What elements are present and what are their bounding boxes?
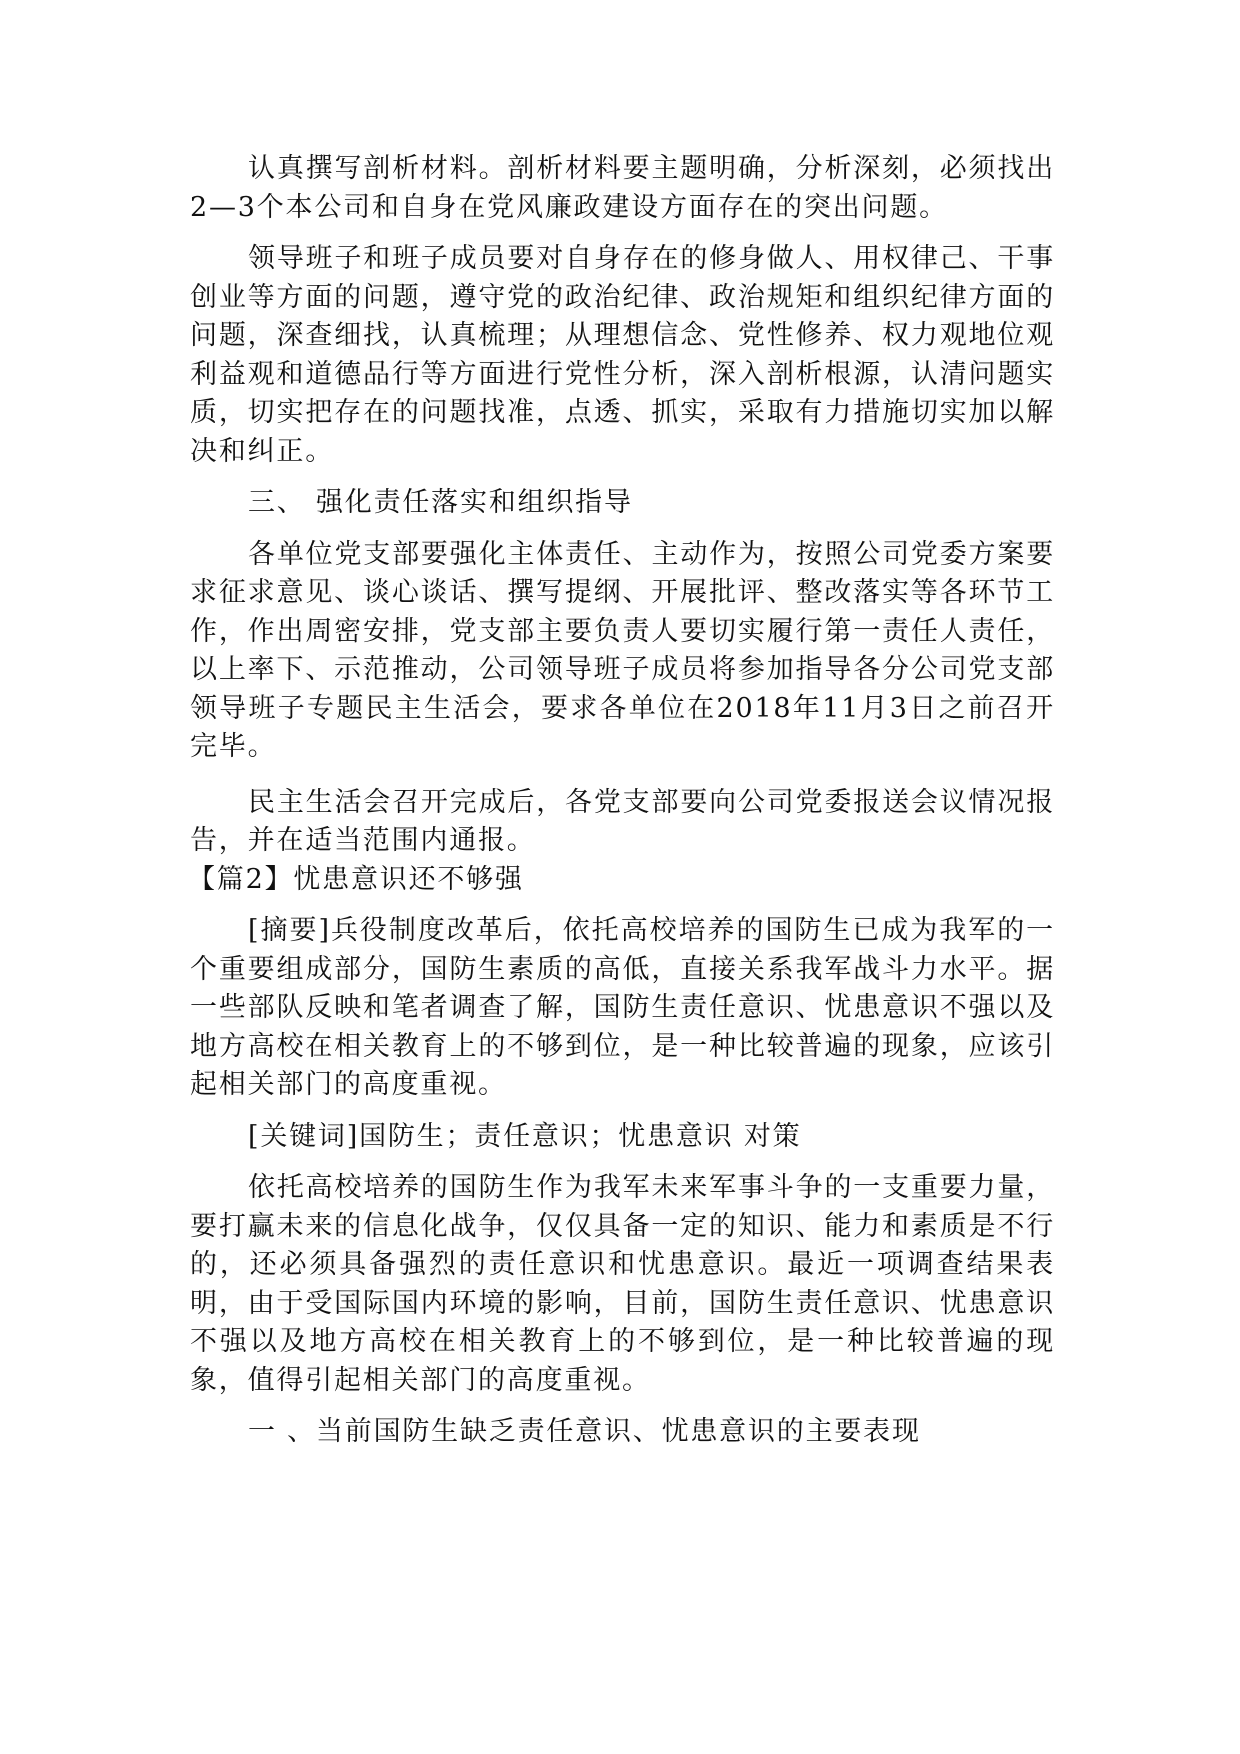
paragraph-introduction: 依托高校培养的国防生作为我军未来军事斗争的一支重要力量，要打赢未来的信息化战争，仅仅具备一定的知识、能力和素质是不行的，还必须具备强烈的责任意识和忧患意识。最近一项调查结果表明，由于受国际国内环境的影响，目前，国防生责任意识、忧患意识不强以及地方高校在相关教育上的不够到位，是一种比较普遍的现象，值得引起相关部门的高度重视。 xyxy=(190,1172,1055,1396)
paragraph-keywords: [关键词]国防生；责任意识；忧患意识 对策 xyxy=(248,1120,802,1152)
paragraph-analysis-materials: 认真撰写剖析材料。剖析材料要主题明确，分析深刻，必须找出2—3个本公司和自身在党风廉政建设方面存在的突出问题。 xyxy=(190,153,1055,223)
paragraph-abstract: [摘要]兵役制度改革后，依托高校培养的国防生已成为我军的一个重要组成部分，国防生素质的高低，直接关系我军战斗力水平。据一些部队反映和笔者调查了解，国防生责任意识、忧患意识不强以及地方高校在相关教育上的不够到位，是一种比较普遍的现象，应该引起相关部门的高度重视。 xyxy=(190,915,1055,1100)
paragraph-leadership-issues: 领导班子和班子成员要对自身存在的修身做人、用权律己、干事创业等方面的问题，遵守党的政治纪律、政治规矩和组织纪律方面的问题，深查细找，认真梳理；从理想信念、党性修养、权力观地位观利益观和道德品行等方面进行党性分析，深入剖析根源，认清问题实质，切实把存在的问题找准，点透、抓实，采取有力措施切实加以解决和纠正。 xyxy=(190,243,1055,467)
section-heading-three: 三、 强化责任落实和组织指导 xyxy=(248,487,633,518)
article-heading-pian2: 【篇2】忧患意识还不够强 xyxy=(188,863,524,895)
section-heading-one: 一 、当前国防生缺乏责任意识、忧患意识的主要表现 xyxy=(248,1416,921,1447)
paragraph-report: 民主生活会召开完成后，各党支部要向公司党委报送会议情况报告，并在适当范围内通报。 xyxy=(190,786,1055,856)
document-body xyxy=(190,150,1055,1452)
paragraph-responsibility: 各单位党支部要强化主体责任、主动作为，按照公司党委方案要求征求意见、谈心谈话、撰写提纲、开展批评、整改落实等各环节工作，作出周密安排，党支部主要负责人要切实履行第一责任人责任，以上率下、示范推动，公司领导班子成员将参加指导各分公司党支部领导班子专题民主生活会，要求各单位在2018年11月3日之前召开 完毕。 xyxy=(190,538,1055,762)
